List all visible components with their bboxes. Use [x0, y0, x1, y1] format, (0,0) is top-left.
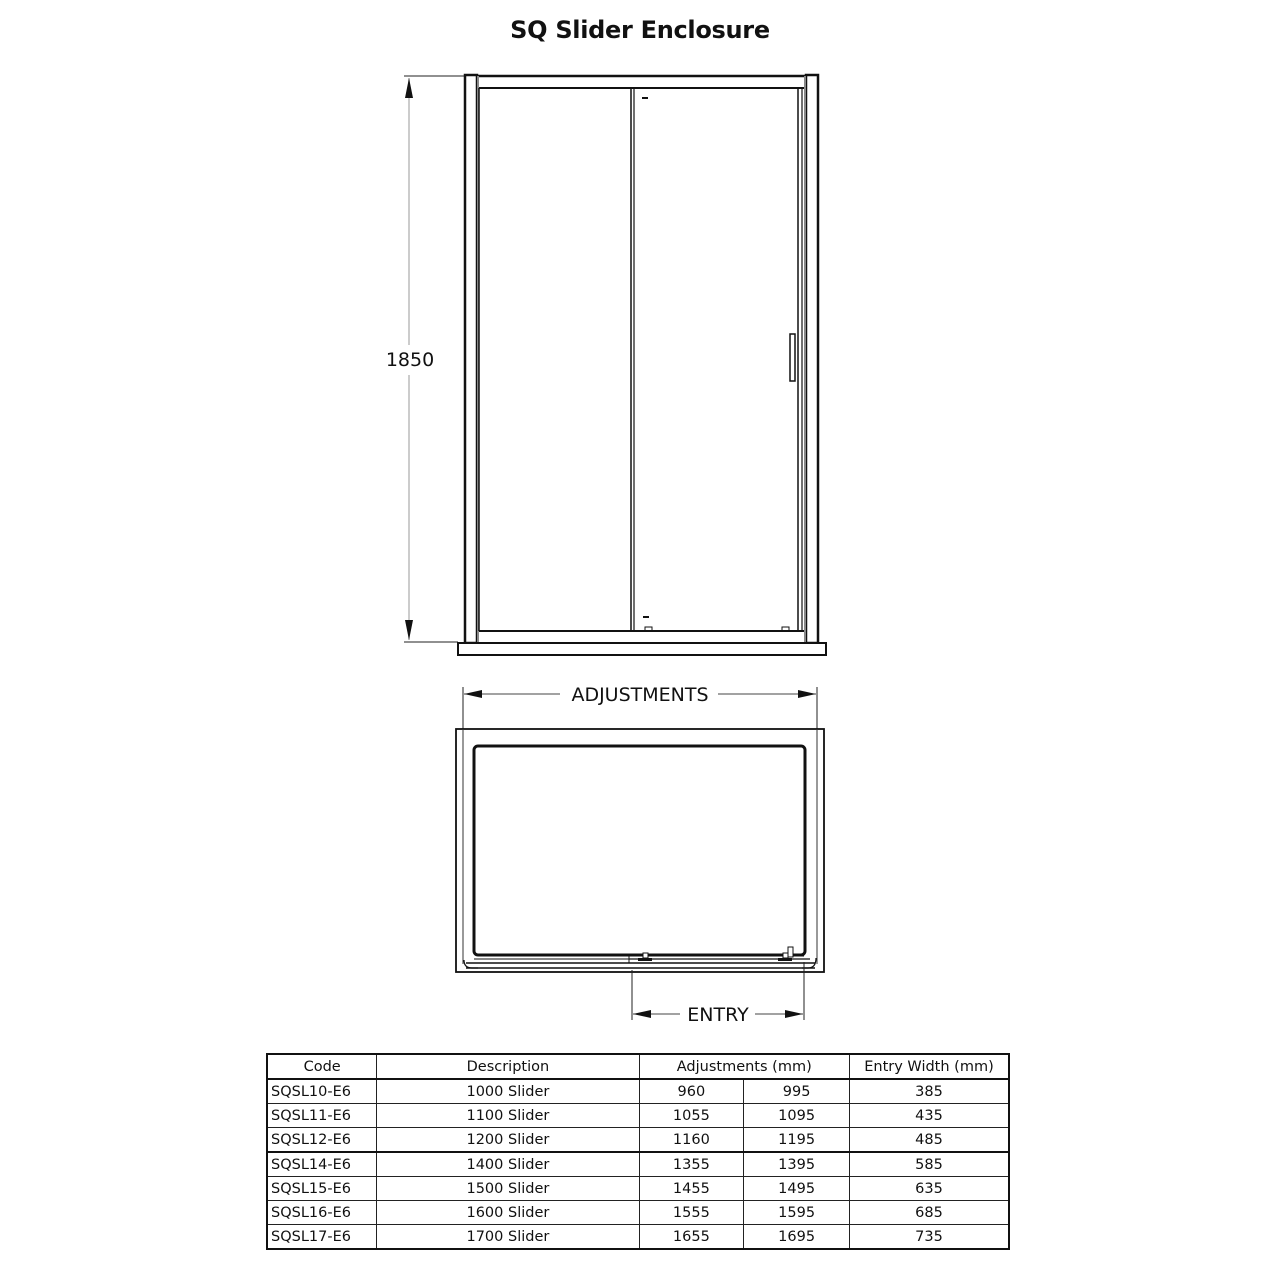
- cell-code: SQSL16-E6: [267, 1201, 377, 1225]
- cell-description: 1200 Slider: [377, 1128, 639, 1153]
- arrow-right-icon: [785, 1010, 803, 1018]
- cell-adjustment-max: 1095: [744, 1104, 850, 1128]
- arrow-left-icon: [464, 690, 482, 698]
- plan-view: [456, 684, 824, 1026]
- arrow-right-icon: [798, 690, 816, 698]
- header-code: Code: [267, 1054, 377, 1079]
- cell-adjustment-max: 1195: [744, 1128, 850, 1153]
- table-row: [267, 1128, 1009, 1153]
- cell-code: SQSL11-E6: [267, 1104, 377, 1128]
- cell-entry-width: 685: [849, 1201, 1009, 1225]
- cell-entry-width: 485: [849, 1128, 1009, 1153]
- cell-entry-width: 635: [849, 1177, 1009, 1201]
- door-handle: [790, 334, 795, 381]
- cell-adjustment-max: 1495: [744, 1177, 850, 1201]
- shower-tray: [458, 643, 826, 655]
- cell-description: 1100 Slider: [377, 1104, 639, 1128]
- cell-adjustment-min: 1160: [639, 1128, 744, 1153]
- table-row: [267, 1225, 1009, 1250]
- cell-entry-width: 385: [849, 1079, 1009, 1104]
- cell-code: SQSL14-E6: [267, 1152, 377, 1177]
- cell-code: SQSL15-E6: [267, 1177, 377, 1201]
- cell-code: SQSL12-E6: [267, 1128, 377, 1153]
- cell-description: 1600 Slider: [377, 1201, 639, 1225]
- arrow-left-icon: [633, 1010, 651, 1018]
- table-row: [267, 1079, 1009, 1104]
- specification-table: [266, 1053, 1010, 1250]
- cell-description: 1700 Slider: [377, 1225, 639, 1250]
- front-elevation: [386, 75, 826, 655]
- cell-description: 1400 Slider: [377, 1152, 639, 1177]
- cell-entry-width: 585: [849, 1152, 1009, 1177]
- table-row: [267, 1104, 1009, 1128]
- cell-adjustment-min: 1055: [639, 1104, 744, 1128]
- cell-adjustment-min: 960: [639, 1079, 744, 1104]
- table-header-row: [267, 1054, 1009, 1079]
- cell-adjustment-max: 1395: [744, 1152, 850, 1177]
- cell-description: 1500 Slider: [377, 1177, 639, 1201]
- diagram-title: SQ Slider Enclosure: [510, 16, 770, 44]
- cell-adjustment-min: 1555: [639, 1201, 744, 1225]
- cell-adjustment-max: 995: [744, 1079, 850, 1104]
- cell-adjustment-max: 1595: [744, 1201, 850, 1225]
- cell-adjustment-min: 1355: [639, 1152, 744, 1177]
- table-row: [267, 1201, 1009, 1225]
- cell-entry-width: 435: [849, 1104, 1009, 1128]
- adjustments-dimension-label: ADJUSTMENTS: [571, 684, 709, 706]
- header-adjustments: Adjustments (mm): [639, 1054, 849, 1079]
- cell-adjustment-min: 1455: [639, 1177, 744, 1201]
- cell-description: 1000 Slider: [377, 1079, 639, 1104]
- cell-adjustment-min: 1655: [639, 1225, 744, 1250]
- header-entry-width: Entry Width (mm): [849, 1054, 1009, 1079]
- cell-code: SQSL10-E6: [267, 1079, 377, 1104]
- header-description: Description: [377, 1054, 639, 1079]
- height-dimension-label: 1850: [385, 349, 435, 371]
- entry-dimension-label: ENTRY: [687, 1004, 749, 1026]
- cell-adjustment-max: 1695: [744, 1225, 850, 1250]
- table-row: [267, 1152, 1009, 1177]
- arrow-down-icon: [405, 620, 413, 640]
- cell-code: SQSL17-E6: [267, 1225, 377, 1250]
- cell-entry-width: 735: [849, 1225, 1009, 1250]
- arrow-up-icon: [405, 78, 413, 98]
- table-row: [267, 1177, 1009, 1201]
